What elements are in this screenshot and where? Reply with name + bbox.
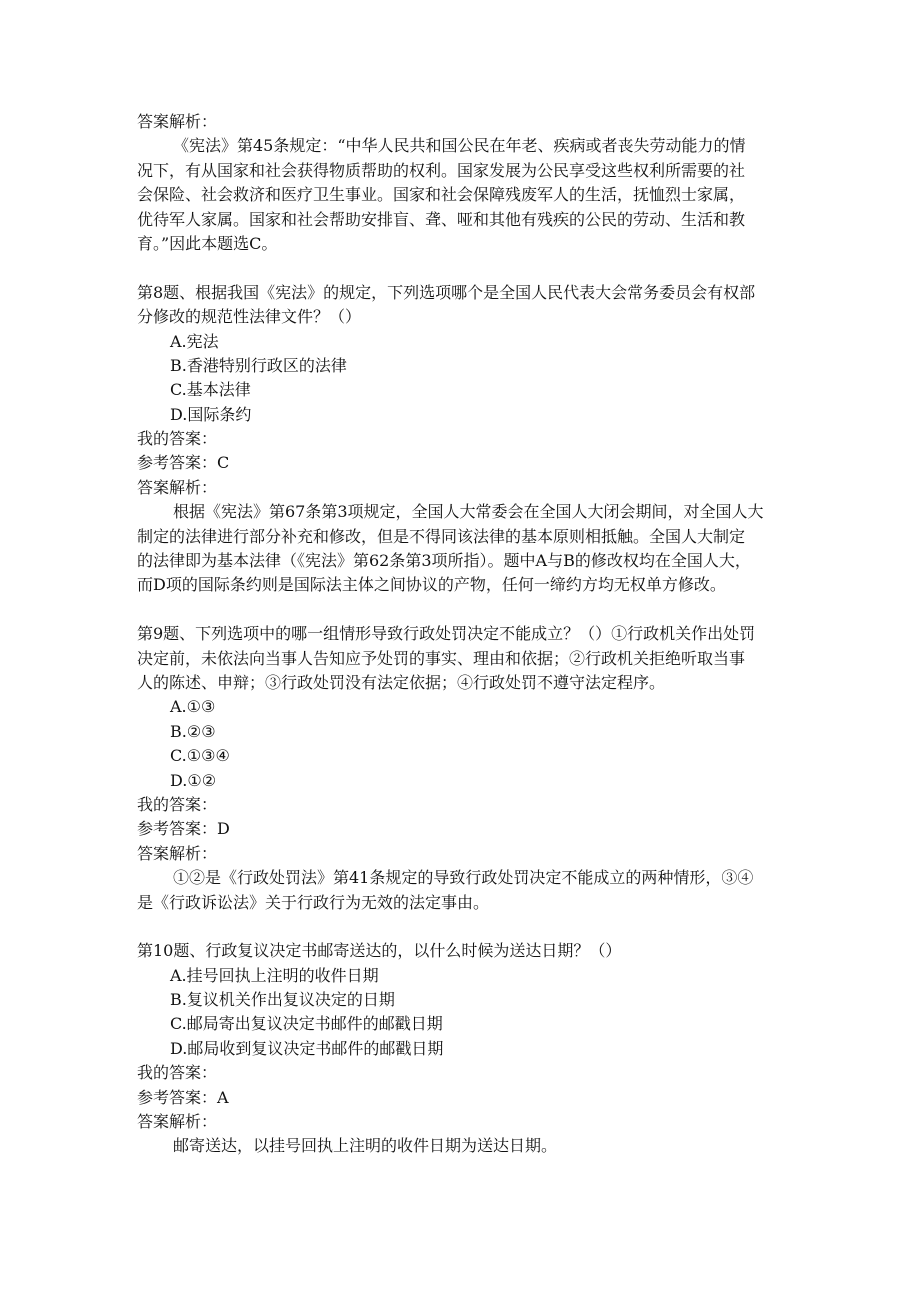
question-9 bbox=[137, 622, 787, 915]
explanation-text: 育。”因此本题选C。 bbox=[137, 233, 278, 253]
spacer bbox=[137, 256, 787, 280]
option-c: C.邮局寄出复议决定书邮件的邮戳日期 bbox=[170, 1014, 443, 1034]
explanation-text: 邮寄送达，以挂号回执上注明的收件日期为送达日期。 bbox=[173, 1136, 558, 1156]
explanation-text: 而D项的国际条约则是国际法主体之间协议的产物，任何一缔约方均无权单方修改。 bbox=[137, 575, 726, 595]
question-text: 第8题、根据我国《宪法》的规定，下列选项哪个是全国人民代表大会常务委员会有权部 bbox=[137, 282, 756, 302]
explanation-label: 答案解析： bbox=[137, 843, 218, 863]
option-c: C.基本法律 bbox=[170, 380, 251, 400]
question-text: 第9题、下列选项中的哪一组情形导致行政处罚决定不能成立？（）①行政机关作出处罚 bbox=[137, 624, 756, 644]
spacer bbox=[137, 915, 787, 939]
explanation-text: 是《行政诉讼法》关于行政行为无效的法定事由。 bbox=[137, 892, 490, 912]
q7-explanation-block bbox=[137, 110, 787, 256]
explanation-text: 根据《宪法》第67条第3项规定，全国人大常委会在全国人大闭会期间，对全国人大 bbox=[173, 502, 764, 522]
option-a: A.宪法 bbox=[170, 331, 219, 351]
question-text: 人的陈述、申辩；③行政处罚没有法定依据；④行政处罚不遵守法定程序。 bbox=[137, 672, 666, 692]
option-b: B.香港特别行政区的法律 bbox=[170, 355, 347, 375]
my-answer: 我的答案： bbox=[137, 1063, 218, 1083]
question-text: 第10题、行政复议决定书邮寄送达的，以什么时候为送达日期？（） bbox=[137, 941, 622, 961]
question-text: 分修改的规范性法律文件？（） bbox=[137, 307, 362, 327]
explanation-text: 优待军人家属。国家和社会帮助安排盲、聋、哑和其他有残疾的公民的劳动、生活和教 bbox=[137, 209, 746, 229]
explanation-text: ①②是《行政处罚法》第41条规定的导致行政处罚决定不能成立的两种情形，③④ bbox=[173, 868, 754, 888]
option-b: B.②③ bbox=[170, 721, 216, 741]
explanation-text: 会保险、社会救济和医疗卫生事业。国家和社会保障残废军人的生活，抚恤烈士家属， bbox=[137, 185, 746, 205]
explanation-text: 况下，有从国家和社会获得物质帮助的权利。国家发展为公民享受这些权利所需要的社 bbox=[137, 160, 746, 180]
explanation-label: 答案解析： bbox=[137, 477, 218, 497]
explanation-text: 制定的法律进行部分补充和修改，但是不得同该法律的基本原则相抵触。全国人大制定 bbox=[137, 526, 746, 546]
explanation-text: 《宪法》第45条规定：“中华人民共和国公民在年老、疾病或者丧失劳动能力的情 bbox=[173, 136, 746, 156]
reference-answer: 参考答案：D bbox=[137, 819, 230, 839]
option-a: A.挂号回执上注明的收件日期 bbox=[170, 965, 379, 985]
option-b: B.复议机关作出复议决定的日期 bbox=[170, 990, 395, 1010]
option-c: C.①③④ bbox=[170, 746, 230, 766]
option-a: A.①③ bbox=[170, 697, 216, 717]
explanation-text: 的法律即为基本法律（《宪法》第62条第3项所指）。题中A与B的修改权均在全国人大， bbox=[137, 551, 751, 571]
explanation-label: 答案解析： bbox=[137, 1112, 218, 1132]
question-text: 决定前，未依法向当事人告知应予处罚的事实、理由和依据；②行政机关拒绝听取当事 bbox=[137, 648, 746, 668]
option-d: D.邮局收到复议决定书邮件的邮戳日期 bbox=[170, 1038, 444, 1058]
question-8 bbox=[137, 281, 787, 598]
reference-answer: 参考答案：A bbox=[137, 1087, 229, 1107]
reference-answer: 参考答案：C bbox=[137, 453, 230, 473]
question-10 bbox=[137, 939, 787, 1159]
my-answer: 我的答案： bbox=[137, 794, 218, 814]
option-d: D.国际条约 bbox=[170, 404, 252, 424]
option-d: D.①② bbox=[170, 770, 217, 790]
spacer bbox=[137, 598, 787, 622]
my-answer: 我的答案： bbox=[137, 429, 218, 449]
document-page bbox=[137, 110, 787, 1159]
explanation-label: 答案解析： bbox=[137, 112, 218, 131]
